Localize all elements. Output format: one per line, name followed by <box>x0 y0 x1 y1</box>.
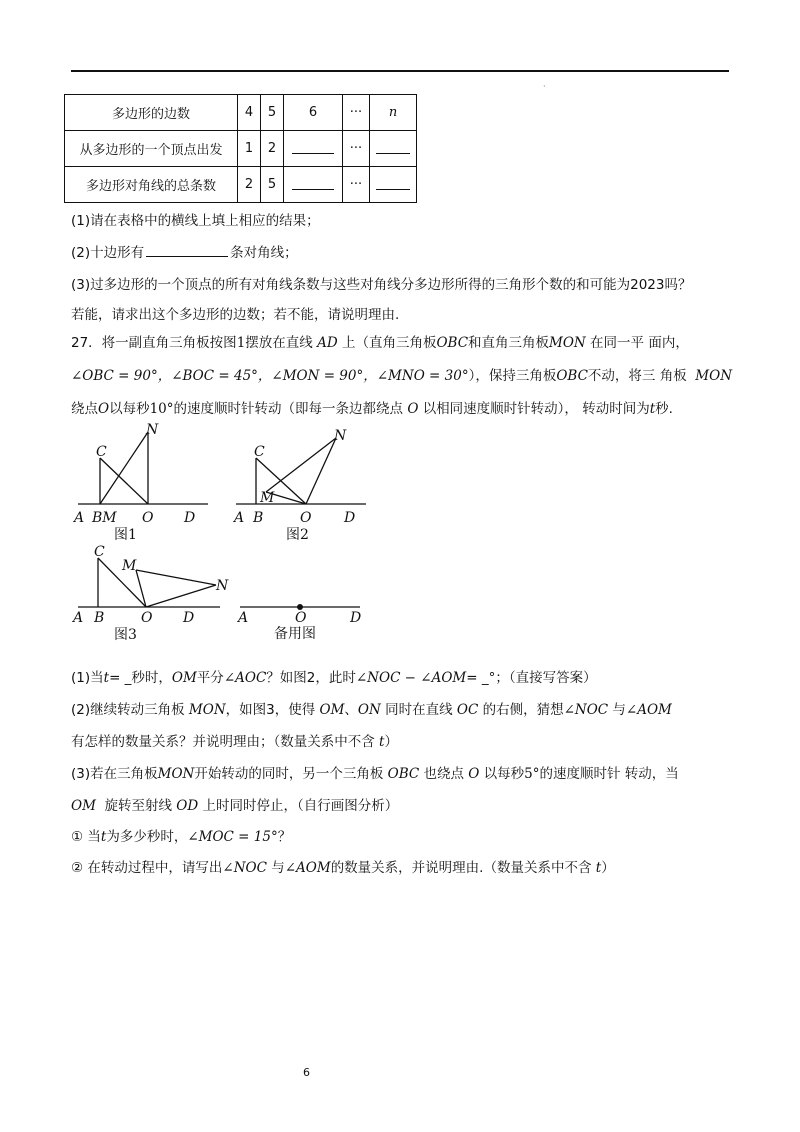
q26-part3: (3)过多边形的一个顶点的所有对角线条数与这些对角线分多边形所得的三角形个数的和可能为2023吗？ <box>71 277 692 293</box>
math: ∠NOC <box>222 860 267 876</box>
text: 摆放在直线 <box>245 335 313 351</box>
label-B: B <box>253 510 264 526</box>
table-row <box>65 167 417 203</box>
math: ∠MOC = 15° <box>187 829 278 845</box>
math: MON <box>157 766 195 782</box>
label-O: O <box>141 610 153 626</box>
math: MON <box>188 702 226 718</box>
text: 不动，将三 角板 <box>587 368 687 384</box>
q26-part3-cont: 若能，请求出这个多边形的边数；若不能，请说明理由. <box>71 307 400 323</box>
math: t <box>649 401 656 417</box>
text: ① 当 <box>71 829 101 845</box>
math: ∠NOC <box>563 702 609 718</box>
text: 平分 <box>196 670 224 686</box>
text: (3)若在三角板 <box>71 766 158 782</box>
figure-3 <box>70 540 240 645</box>
text: 以相同速度顺时针转动）， 转动时间为 <box>422 401 650 417</box>
text: 条对角线； <box>230 245 298 261</box>
text: ，如图3，使得 <box>225 702 316 718</box>
table-cell: 多边形的边数 <box>65 95 238 131</box>
text: 的数量关系，并说明理由.（数量关系中不含 <box>330 860 592 876</box>
page-number: 6 <box>303 1066 310 1079</box>
label-BM: BM <box>92 510 117 526</box>
text: 上（直角三角板 <box>341 335 437 351</box>
math: O <box>407 401 419 417</box>
math: MON <box>695 368 732 384</box>
text: ？如图2，此时 <box>266 670 356 686</box>
segment-MN <box>100 432 148 504</box>
figure-caption: 图1 <box>114 527 137 543</box>
math: t <box>100 829 107 845</box>
table-cell: 从多边形的一个顶点出发 <box>65 131 238 167</box>
math: OD <box>176 798 199 814</box>
q27-sub1 <box>71 825 291 845</box>
math: OBC <box>436 335 469 351</box>
table-cell: 1 <box>238 131 261 167</box>
label-D: D <box>183 610 195 626</box>
label-B: B <box>94 610 105 626</box>
table-row <box>65 95 417 131</box>
polygon-table <box>64 94 417 203</box>
math: OM <box>319 702 345 718</box>
label-A: A <box>238 610 249 626</box>
answer-blank[interactable] <box>292 175 334 190</box>
header-rule <box>71 70 729 72</box>
text: = _°；（直接写答案） <box>466 670 597 686</box>
table-row <box>65 131 417 167</box>
text: 旋转至射线 <box>104 798 172 814</box>
q27-line2 <box>71 364 732 384</box>
text: 也绕点 <box>423 766 464 782</box>
text: ② 在转动过程中，请写出 <box>71 860 223 876</box>
label-D: D <box>344 510 356 526</box>
text: 秒. <box>655 401 673 417</box>
text: 1 <box>236 335 246 351</box>
text: (1)当 <box>71 670 104 686</box>
text: ） <box>384 734 398 750</box>
table-cell: 2 <box>261 131 284 167</box>
answer-blank[interactable] <box>376 175 410 190</box>
label-C: C <box>254 444 265 460</box>
text: = _秒时， <box>109 670 172 686</box>
math: ∠OBC = 90°，∠BOC = 45°，∠MON = 90°，∠MNO = 30° <box>71 368 469 384</box>
math: ON <box>357 702 381 718</box>
table-cell: 5 <box>261 167 284 203</box>
text: ） <box>601 860 615 876</box>
q26-part1: (1)请在表格中的横线上填上相应的结果； <box>71 213 320 229</box>
figure-spare <box>232 585 382 645</box>
q27-part2-cont <box>71 730 398 750</box>
text: 绕点 <box>71 401 98 417</box>
q27-sub2 <box>71 856 615 876</box>
table-cell: ··· <box>343 167 370 203</box>
table-cell: 4 <box>238 95 261 131</box>
table-cell: n <box>370 95 417 131</box>
label-A: A <box>234 510 245 526</box>
math: t <box>103 670 110 686</box>
q27-part2 <box>71 698 672 718</box>
text: 以每秒 <box>483 766 525 782</box>
segment-ON <box>146 585 216 607</box>
math: ∠AOC <box>223 670 267 686</box>
label-A: A <box>74 510 85 526</box>
text: 上时同时停止，（自行画图分析） <box>202 798 399 814</box>
stray-mark: · <box>543 82 546 91</box>
math: OM <box>171 670 197 686</box>
label-N: N <box>146 422 159 438</box>
math: OBC <box>556 368 588 384</box>
text: 与 <box>271 860 285 876</box>
text: (2)十边形有 <box>71 245 145 261</box>
math: ∠NOC − ∠AOM <box>355 670 467 686</box>
text: 27．将一副直角三角板按图 <box>71 335 237 351</box>
math: 10° <box>149 401 174 417</box>
answer-blank-cell[interactable] <box>370 131 417 167</box>
answer-blank[interactable] <box>376 139 410 154</box>
label-D: D <box>350 610 362 626</box>
table-cell: 多边形对角线的总条数 <box>65 167 238 203</box>
figure-2 <box>228 418 368 543</box>
figure-caption: 图2 <box>286 527 309 543</box>
table-cell: 5 <box>261 95 284 131</box>
text: 为多少秒时， <box>106 829 188 845</box>
q27-part1 <box>71 666 597 686</box>
text: 同时在直线 <box>385 702 453 718</box>
text: (2)继续转动三角板 <box>71 702 185 718</box>
text: 与 <box>612 702 626 718</box>
segment-CO <box>100 458 148 504</box>
q27-part3-cont <box>71 794 398 814</box>
text: ），保持三角板 <box>468 368 557 384</box>
math: ∠AOM <box>625 702 672 718</box>
text: 的速度顺时针 转动，当 <box>539 766 679 782</box>
label-N: N <box>334 428 347 444</box>
text: ？ <box>277 829 292 845</box>
segment-MN <box>266 438 336 492</box>
table-cell: 2 <box>238 167 261 203</box>
segment-ON <box>306 438 336 504</box>
figure-caption: 图3 <box>114 627 137 643</box>
math: OM <box>71 798 96 814</box>
text: 在同一平 面内， <box>590 335 689 351</box>
text: 以每秒 <box>109 401 150 417</box>
answer-blank[interactable] <box>146 242 228 257</box>
answer-blank-cell[interactable] <box>284 167 343 203</box>
text: 的右侧，猜想 <box>482 702 564 718</box>
math: O <box>468 766 480 782</box>
math: AD <box>317 335 338 351</box>
q27-line3 <box>71 397 673 417</box>
math: MON <box>549 335 586 351</box>
label-D: D <box>184 510 196 526</box>
math: t <box>595 860 602 876</box>
math: O <box>98 401 110 417</box>
label-C: C <box>96 444 107 460</box>
answer-blank[interactable] <box>292 139 334 154</box>
q27-part3 <box>71 762 679 782</box>
label-M: M <box>122 558 137 574</box>
math: t <box>379 734 385 750</box>
answer-blank-cell[interactable] <box>284 131 343 167</box>
q26-part2 <box>71 241 298 261</box>
table-cell: ··· <box>343 131 370 167</box>
label-C: C <box>94 544 105 560</box>
figure-caption: 备用图 <box>274 626 316 642</box>
figure-1 <box>70 418 210 543</box>
segment-MN <box>136 570 216 585</box>
answer-blank-cell[interactable] <box>370 167 417 203</box>
text: 、 <box>344 702 358 718</box>
math: 5° <box>524 766 540 782</box>
label-O: O <box>300 510 312 526</box>
text: 开始转动的同时，另一个三角板 <box>194 766 384 782</box>
table-cell: 6 <box>284 95 343 131</box>
text: 和直角三角板 <box>468 335 550 351</box>
label-N: N <box>216 578 229 594</box>
label-A: A <box>73 610 84 626</box>
math: OC <box>456 702 479 718</box>
math: OBC <box>387 766 420 782</box>
table-cell: ··· <box>343 95 370 131</box>
label-O: O <box>142 510 154 526</box>
label-M: M <box>260 490 275 506</box>
math: ∠AOM <box>284 860 331 876</box>
q27-line1 <box>71 331 689 351</box>
text: 的速度顺时针转动（即每一条边都绕点 <box>173 401 404 417</box>
text: 有怎样的数量关系？并说明理由；（数量关系中不含 <box>71 734 375 750</box>
label-O: O <box>295 610 307 626</box>
